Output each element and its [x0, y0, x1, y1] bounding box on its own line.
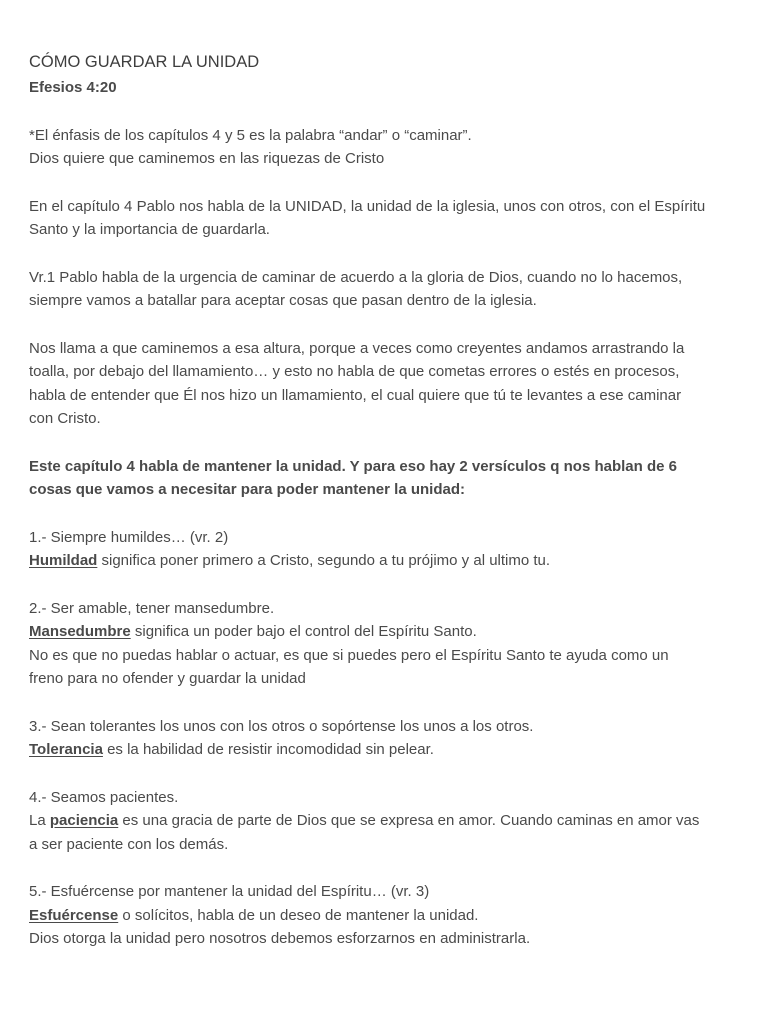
item-definition: [29, 549, 741, 573]
item-term: Humildad: [29, 552, 98, 569]
spacer: [29, 313, 741, 337]
intro-line: *El énfasis de los capítulos 4 y 5 es la palabra “andar” o “caminar”.: [29, 126, 472, 144]
spacer: [29, 762, 741, 786]
paragraph-line: con Cristo.: [29, 410, 101, 427]
highlight-line: cosas que vamos a necesitar para poder mantener la unidad:: [29, 481, 465, 498]
item-term: Tolerancia: [29, 741, 103, 758]
item-definition-text: es la habilidad de resistir incomodidad sin pelear.: [102, 741, 434, 758]
spacer: [29, 242, 741, 266]
item-term: paciencia: [49, 812, 119, 829]
document-page: [29, 50, 741, 951]
item-heading: 4.- Seamos pacientes.: [29, 788, 179, 806]
item-heading: 2.- Ser amable, tener mansedumbre.: [29, 599, 275, 617]
spacer: [29, 171, 741, 195]
paragraph-line: toalla, por debajo del llamamiento… y esto no habla de que cometas errores o estés en procesos,: [29, 363, 680, 380]
spacer: [29, 691, 741, 715]
scripture-reference: Efesios 4:20: [29, 79, 117, 96]
item-extra-line: No es que no puedas hablar o actuar, es que si puedes pero el Espíritu Santo te ayuda como un: [29, 646, 669, 664]
item-heading: 5.- Esfuércense por mantener la unidad del Espíritu… (vr. 3): [29, 883, 430, 900]
item-definition-text: o solícitos, habla de un deseo de mantener la unidad.: [118, 906, 479, 924]
list-item: [29, 526, 741, 573]
item-definition-text: es una gracia de parte de Dios que se expresa en amor. Cuando caminas en amor vas: [118, 812, 700, 829]
item-definition-text: significa un poder bajo el control del Espíritu Santo.: [130, 623, 477, 640]
spacer: [29, 100, 741, 124]
item-definition: [29, 738, 741, 762]
item-definition-text: significa poner primero a Cristo, segundo a tu prójimo y al ultimo tu.: [97, 552, 551, 569]
paragraph-calling: [29, 337, 741, 431]
item-definition: [29, 620, 741, 644]
item-extra-line: a ser paciente con los demás.: [29, 835, 229, 853]
highlight-line: Este capítulo 4 habla de mantener la unidad. Y para eso hay 2 versículos q nos hablan de 6: [29, 457, 677, 475]
spacer: [29, 502, 741, 526]
list-item: [29, 786, 741, 857]
spacer: [29, 856, 741, 880]
item-term: Mansedumbre: [29, 623, 131, 640]
intro-line: Dios quiere que caminemos en las riquezas de Cristo: [29, 150, 385, 167]
document-title: CÓMO GUARDAR LA UNIDAD: [29, 53, 260, 71]
list-item: [29, 880, 741, 951]
item-definition: [29, 904, 741, 928]
spacer: [29, 431, 741, 455]
spacer: [29, 573, 741, 597]
intro-paragraph: [29, 124, 741, 171]
paragraph-line: Santo y la importancia de guardarla.: [29, 221, 270, 238]
item-definition: [29, 809, 741, 833]
item-heading: 1.- Siempre humildes… (vr. 2): [29, 528, 229, 546]
paragraph-line: Vr.1 Pablo habla de la urgencia de caminar de acuerdo a la gloria de Dios, cuando no lo hacemos,: [29, 268, 683, 286]
item-prefix: La: [29, 812, 50, 829]
paragraph-line: siempre vamos a batallar para aceptar cosas que pasan dentro de la iglesia.: [29, 292, 537, 309]
item-term: Esfuércense: [29, 906, 119, 924]
item-extra-line: Dios otorga la unidad pero nosotros debemos esforzarnos en administrarla.: [29, 930, 531, 947]
paragraph-verse-1: [29, 266, 741, 313]
list-item: [29, 597, 741, 691]
item-extra-line: freno para no ofender y guardar la unidad: [29, 670, 306, 687]
paragraph-line: habla de entender que Él nos hizo un llamamiento, el cual quiere que tú te levantes a ese caminar: [29, 386, 682, 404]
highlight-paragraph: [29, 455, 741, 502]
paragraph-line: Nos llama a que caminemos a esa altura, porque a veces como creyentes andamos arrastrando la: [29, 339, 685, 357]
item-heading: 3.- Sean tolerantes los unos con los otros o sopórtense los unos a los otros.: [29, 717, 534, 735]
paragraph-line: En el capítulo 4 Pablo nos habla de la UNIDAD, la unidad de la iglesia, unos con otros, con el Espíritu: [29, 197, 706, 215]
list-item: [29, 715, 741, 762]
paragraph-unity: [29, 195, 741, 242]
